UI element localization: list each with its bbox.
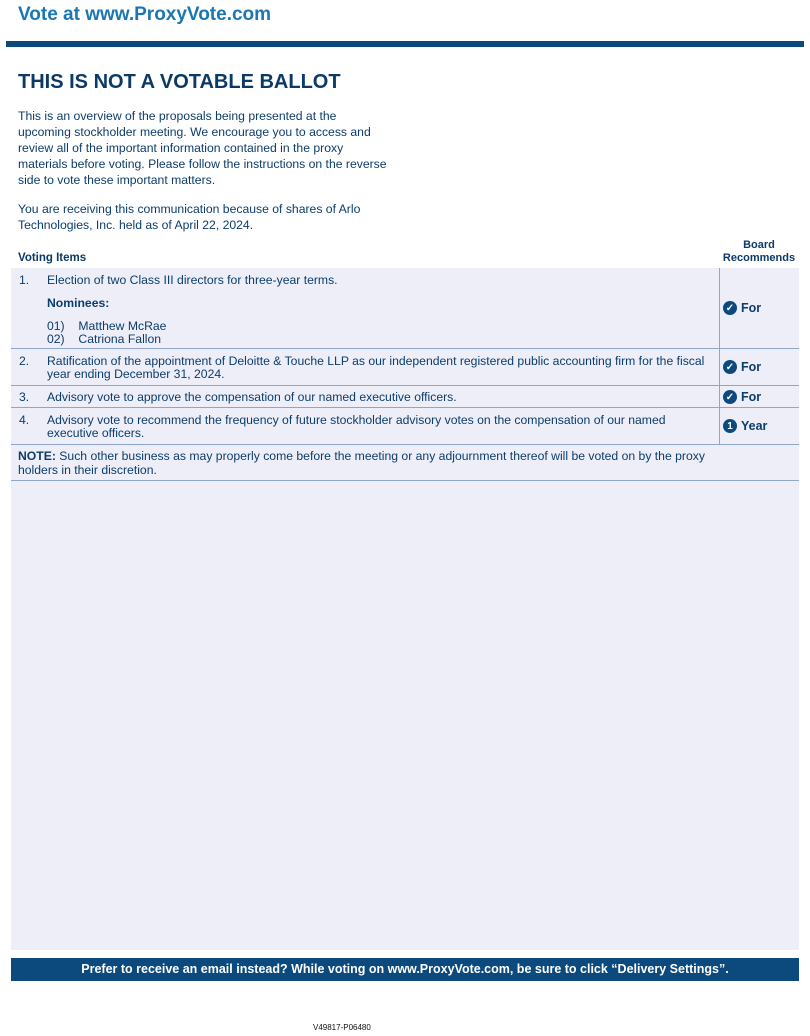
voting-item-2: [11, 349, 799, 386]
item-number: 3.: [19, 390, 30, 404]
note-text: [18, 449, 718, 477]
recommendation: [723, 419, 799, 433]
column-divider: [719, 386, 720, 407]
document-code: V49817-P06480: [313, 1023, 371, 1032]
voting-item-3: [11, 386, 799, 408]
note-body: Such other business as may properly come before the meeting or any adjournment thereof will be voted on by the proxy holders in their discretion.: [18, 449, 705, 477]
board-recommends-header: Board Recommends: [722, 239, 796, 264]
voting-items-header: Voting Items: [18, 252, 87, 264]
item-number: 2.: [19, 354, 30, 368]
note-label: NOTE:: [18, 449, 56, 463]
recommendation-label: For: [741, 390, 762, 404]
nominee-item: [47, 333, 161, 346]
nominee-name: Matthew McRae: [78, 319, 167, 333]
proxyvote-header-link[interactable]: Vote at www.ProxyVote.com: [18, 4, 272, 25]
one-year-icon: 1: [723, 419, 737, 433]
recommendation-label: For: [741, 301, 762, 315]
check-icon: ✓: [723, 360, 737, 374]
check-icon: ✓: [723, 390, 737, 404]
nominee-number: 01): [47, 319, 65, 333]
nominees-label: Nominees:: [47, 296, 110, 310]
item-text: Election of two Class III directors for three-year terms.: [47, 273, 338, 287]
nominee-name: Catriona Fallon: [78, 332, 162, 346]
recommendation: [723, 301, 799, 315]
page-title: THIS IS NOT A VOTABLE BALLOT: [18, 71, 341, 93]
recommendation-label: Year: [741, 419, 768, 433]
nominee-number: 02): [47, 332, 65, 346]
item-text: Advisory vote to approve the compensation of our named executive officers.: [47, 390, 457, 404]
note-divider: [11, 480, 799, 481]
intro-paragraph: This is an overview of the proposals being presented at the upcoming stockholder meeting. We encourage you to access and review all of the important information contained in the proxy materials before voting. Please follow the instructions on the reverse side to vote these important matters.: [18, 109, 387, 187]
delivery-settings-banner: Prefer to receive an email instead? While voting on www.ProxyVote.com, be sure to click “Delivery Settings”.: [11, 958, 799, 981]
voting-item-4: [11, 408, 799, 445]
recommendation-label: For: [741, 360, 762, 374]
column-divider: [719, 408, 720, 444]
recommendation: [723, 360, 799, 374]
item-number: 4.: [19, 413, 30, 427]
header-rule: [6, 41, 804, 47]
column-divider: [719, 268, 720, 348]
item-text: Advisory vote to recommend the frequency of future stockholder advisory votes on the compensation of our named executive officers.: [47, 413, 666, 440]
shares-paragraph: You are receiving this communication because of shares of Arlo Technologies, Inc. held as of April 22, 2024.: [18, 202, 361, 232]
column-divider: [719, 349, 720, 385]
recommendation: [723, 390, 799, 404]
voting-item-1: [11, 268, 799, 349]
item-number: 1.: [19, 273, 30, 287]
item-text: Ratification of the appointment of Deloitte & Touche LLP as our independent registered public accounting firm for the fiscal year ending December 31, 2024.: [47, 354, 705, 381]
check-icon: ✓: [723, 301, 737, 315]
